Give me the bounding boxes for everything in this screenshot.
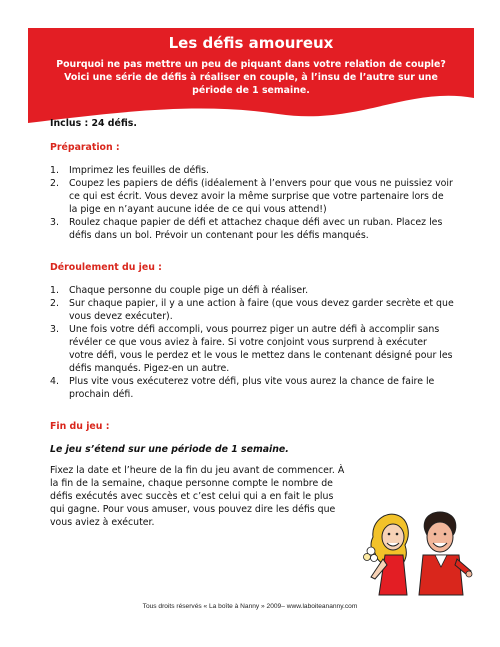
item-number: 4. [50, 376, 59, 387]
list-item [50, 177, 454, 216]
item-number: 3. [50, 324, 59, 335]
document-body [50, 117, 454, 529]
list-item [50, 323, 454, 375]
list-item [50, 216, 454, 242]
list-item [50, 164, 454, 177]
preparation-section [50, 141, 454, 242]
list-item [50, 297, 454, 323]
item-number: 1. [50, 165, 59, 176]
item-text: Chaque personne du couple pige un défi à réaliser. [69, 285, 309, 296]
game-heading: Déroulement du jeu : [50, 262, 162, 273]
item-number: 1. [50, 285, 59, 296]
game-list [50, 284, 454, 401]
list-item [50, 375, 454, 401]
page-title: Les défis amoureux [168, 34, 334, 52]
included-count: Inclus : 24 défis. [50, 118, 137, 129]
footer-copyright: Tous droits réservés « La boîte à Nanny » 2009– www.laboiteananny.com [142, 603, 358, 610]
intro-text: Pourquoi ne pas mettre un peu de piquant dans votre relation de couple? Voici une série de défis à réaliser en couple, à l’insu de l’autre sur une période de 1 semaine. [56, 59, 446, 96]
preparation-list [50, 164, 454, 242]
item-text: Coupez les papiers de défis (idéalement à l’envers pour que vous ne puissiez voir ce qui est écrit. Vous devez avoir la même surprise que votre partenaire lors de la pige en n’ayant aucune idée de ce qui vous attend!) [69, 178, 453, 215]
end-heading: Fin du jeu : [50, 421, 110, 432]
item-number: 2. [50, 178, 59, 189]
couple-illustration [363, 507, 475, 597]
end-paragraph: Fixez la date et l’heure de la fin du jeu avant de commencer. À la fin de la semaine, chaque personne compte le nombre de défis exécutés avec succès et c’est celui qui a en fait le plus qui gagne. Pour vous amuser, vous pouvez dire les défis que vous aviez à exécuter. [50, 465, 345, 528]
end-subheading: Le jeu s’étend sur une période de 1 semaine. [50, 444, 289, 455]
item-number: 3. [50, 217, 59, 228]
item-text: Sur chaque papier, il y a une action à faire (que vous devez garder secrète et que vous devez exécuter). [69, 298, 454, 322]
preparation-heading: Préparation : [50, 142, 120, 153]
item-text: Une fois votre défi accompli, vous pourrez piger un autre défi à accomplir sans révéler ce que vous aviez à faire. Si votre conjoint vous surprend à exécuter votre défi, vous le perdez et le vous le mettez dans le contenant désigné pour les défis manqués. Pigez-en un autre. [69, 324, 453, 374]
title-banner [28, 28, 474, 123]
item-text: Imprimez les feuilles de défis. [69, 165, 209, 176]
item-number: 2. [50, 298, 59, 309]
list-item [50, 284, 454, 297]
game-section [50, 261, 454, 401]
item-text: Plus vite vous exécuterez votre défi, plus vite vous aurez la chance de faire le prochain défi. [69, 376, 435, 400]
item-text: Roulez chaque papier de défi et attachez chaque défi avec un ruban. Placez les défis dans un bol. Prévoir un contenant pour les défis manqués. [69, 217, 443, 241]
